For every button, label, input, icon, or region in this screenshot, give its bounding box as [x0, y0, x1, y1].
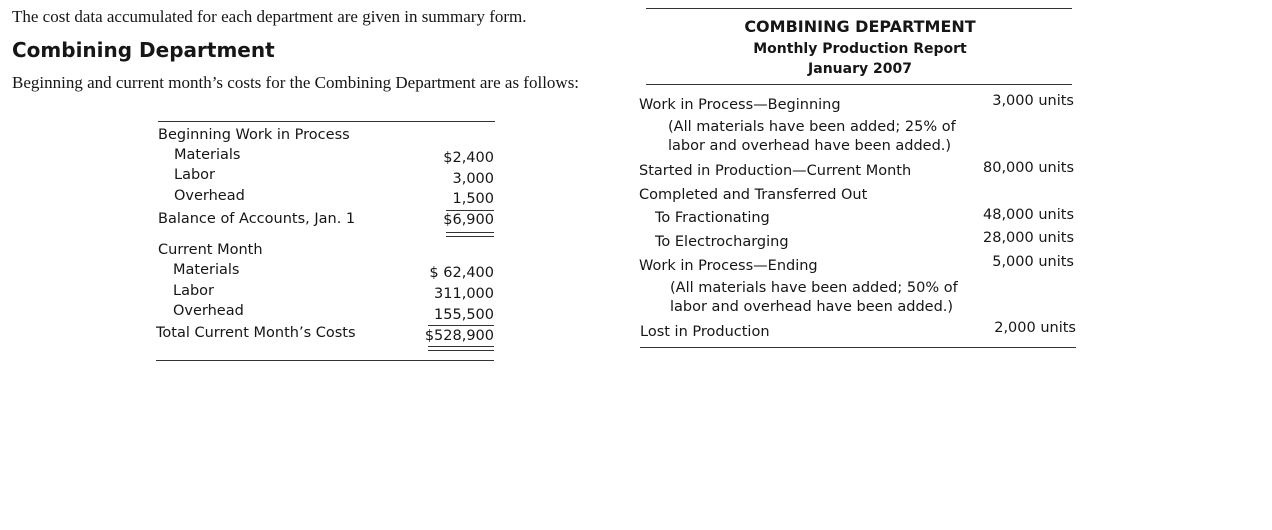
completed-transferred-label: Completed and Transferred Out	[639, 187, 868, 203]
current-total-amount: $528,900	[424, 328, 494, 344]
beginning-total-double-rule	[446, 232, 494, 237]
beginning-labor-amount: 3,000	[452, 171, 494, 187]
to-electrocharging-value: 28,000 units	[983, 230, 1074, 246]
beginning-total-amount: $6,900	[443, 212, 494, 228]
report-title: COMBINING DEPARTMENT	[744, 17, 976, 36]
beginning-overhead-amount: 1,500	[452, 191, 494, 207]
started-production-label: Started in Production—Current Month	[639, 163, 912, 179]
current-month-heading: Current Month	[158, 242, 263, 258]
current-subtotal-rule	[428, 325, 494, 326]
beginning-total-label: Balance of Accounts, Jan. 1	[158, 211, 356, 227]
current-labor-label: Labor	[173, 283, 215, 299]
current-total-label: Total Current Month’s Costs	[156, 325, 356, 341]
current-total-double-rule	[428, 346, 494, 351]
report-bottom-rule	[640, 347, 1076, 348]
beginning-wip-heading: Beginning Work in Process	[158, 127, 350, 143]
beginning-materials-label: Materials	[174, 147, 241, 163]
current-overhead-label: Overhead	[173, 303, 244, 319]
report-header-rule	[646, 84, 1072, 85]
lost-production-label: Lost in Production	[640, 324, 770, 340]
current-materials-label: Materials	[173, 262, 240, 278]
current-labor-amount: 311,000	[434, 286, 494, 302]
wip-ending-note-line2: labor and overhead have been added.)	[670, 299, 954, 315]
beginning-subtotal-rule	[446, 210, 494, 211]
wip-ending-label: Work in Process—Ending	[639, 258, 818, 274]
to-electrocharging-label: To Electrocharging	[655, 234, 789, 250]
started-production-value: 80,000 units	[983, 160, 1074, 176]
wip-beginning-note-line1: (All materials have been added; 25% of	[668, 119, 956, 135]
beginning-labor-label: Labor	[174, 167, 216, 183]
to-fractionating-value: 48,000 units	[983, 207, 1074, 223]
wip-beginning-value: 3,000 units	[992, 93, 1074, 109]
table-bottom-rule	[156, 360, 494, 361]
intro-text: The cost data accumulated for each department are given in summary form.	[12, 7, 527, 26]
section-intro-text: Beginning and current month’s costs for the Combining Department are as follows:	[12, 73, 580, 92]
report-subtitle: Monthly Production Report	[753, 41, 967, 57]
wip-beginning-note-line2: labor and overhead have been added.)	[668, 138, 952, 154]
table-top-rule	[158, 121, 495, 122]
to-fractionating-label: To Fractionating	[655, 210, 770, 226]
beginning-materials-amount: $2,400	[443, 150, 494, 166]
lost-production-value: 2,000 units	[994, 320, 1076, 336]
current-overhead-amount: 155,500	[434, 307, 494, 323]
report-top-rule	[646, 8, 1072, 9]
beginning-overhead-label: Overhead	[174, 188, 245, 204]
section-heading: Combining Department	[12, 38, 275, 62]
current-materials-amount: $ 62,400	[429, 265, 494, 281]
wip-ending-value: 5,000 units	[992, 254, 1074, 270]
wip-beginning-label: Work in Process—Beginning	[639, 97, 841, 113]
report-period: January 2007	[808, 61, 912, 77]
wip-ending-note-line1: (All materials have been added; 50% of	[670, 280, 958, 296]
